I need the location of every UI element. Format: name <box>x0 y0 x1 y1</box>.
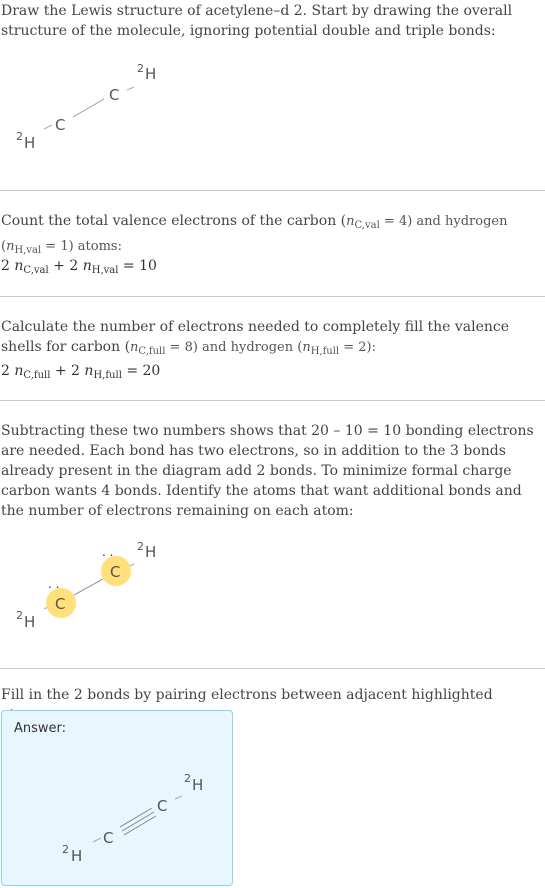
answer-label: Answer: <box>14 721 67 736</box>
intro-text: Draw the Lewis structure of acetylene–d 2. Start by drawing the overall structure of the molecule, ignoring potential double and triple bonds: <box>1 3 513 39</box>
atom-c-left: C <box>55 116 66 134</box>
answer-box <box>1 710 233 886</box>
atom-h-left: H <box>71 847 83 865</box>
atom-h-left: H <box>24 613 36 631</box>
atom-c-right: C <box>110 563 121 581</box>
atom-c-right: C <box>157 797 168 815</box>
divider <box>0 668 545 669</box>
full-shell-equation: 2 $n_{C,full} + 2$ $n_{H,full} = 20$ <box>1 363 161 381</box>
isotope-sup: 2 <box>16 130 23 143</box>
atom-c-left: C <box>55 595 66 613</box>
atom-c-right: C <box>109 86 120 104</box>
skeleton-structure-diagram <box>0 52 200 162</box>
divider <box>0 190 545 191</box>
atom-c-left: C <box>103 829 114 847</box>
fill-bonds-text: Fill in the 2 bonds by pairing electrons between adjacent highlighted <box>1 687 493 703</box>
atom-h-right: H <box>145 65 157 83</box>
valence-count-text: Count the total valence electrons of the carbon $(n_{C,val} = 4)$ and hydrogen $(n_{H,val} = 1)$ atoms: <box>1 213 508 256</box>
divider <box>0 400 545 401</box>
divider <box>0 296 545 297</box>
lone-dots: . . <box>102 545 114 559</box>
isotope-sup: 2 <box>137 540 144 553</box>
isotope-sup: 2 <box>16 609 23 622</box>
lewis-structure-answer <box>2 751 232 883</box>
atom-h-left: H <box>24 134 36 152</box>
highlighted-atoms-diagram <box>0 530 200 640</box>
isotope-sup: 2 <box>184 772 191 785</box>
isotope-sup: 2 <box>62 843 69 856</box>
bonding-electrons-text: Subtracting these two numbers shows that 20 – 10 = 10 bonding electrons are needed. Each bond has two electrons, so in addition to the 3 bonds already present in the diagram add 2 bonds. To minimize formal charge carbon wants 4 bonds. Identify the atoms that want additional bonds and the number of electrons remaining on each atom: <box>1 423 534 519</box>
atom-h-right: H <box>192 776 204 794</box>
lone-dots: . . <box>48 577 60 591</box>
isotope-sup: 2 <box>137 62 144 75</box>
atom-h-right: H <box>145 543 157 561</box>
full-shell-text: Calculate the number of electrons needed to completely fill the valence shells for carbon $(n_{C,full} = 8)$ and hydrogen $(n_{H,full} = 2)$: <box>1 319 510 357</box>
valence-equation: 2 $n_{C,val} + 2$ $n_{H,val} = 10$ <box>1 258 157 276</box>
